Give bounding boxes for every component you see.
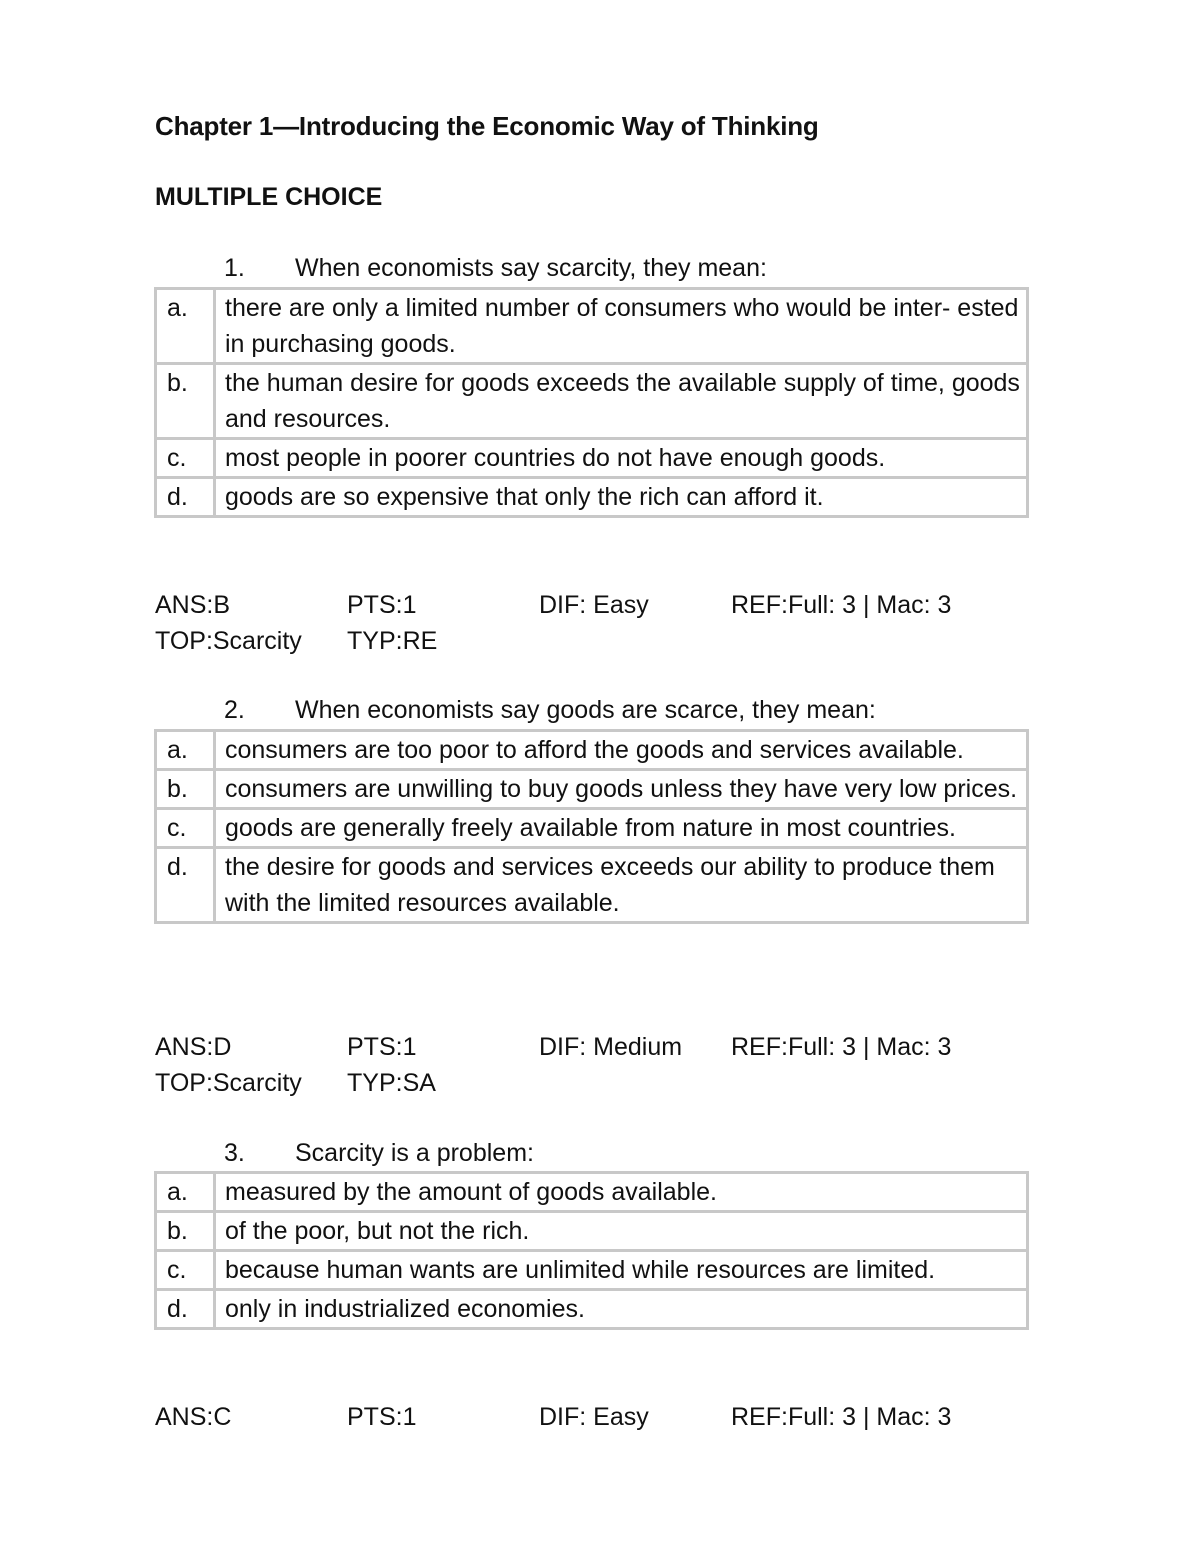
- topic: TOP:Scarcity: [155, 1069, 302, 1097]
- option-letter: d.: [156, 1290, 215, 1329]
- difficulty: DIF: Easy: [539, 1403, 649, 1431]
- question-2-options: [154, 729, 1029, 924]
- option-text: of the poor, but not the rich.: [215, 1212, 1028, 1251]
- option-text: there are only a limited number of consumers who would be inter- ested in purchasing goods.: [215, 289, 1028, 364]
- option-row: [156, 289, 1028, 364]
- answer-key: ANS:D: [155, 1033, 232, 1061]
- option-row: [156, 731, 1028, 770]
- points: PTS:1: [347, 591, 417, 619]
- option-row: [156, 364, 1028, 439]
- option-letter: b.: [156, 364, 215, 439]
- chapter-title: Chapter 1—Introducing the Economic Way of Thinking: [155, 111, 819, 141]
- option-row: [156, 478, 1028, 517]
- reference: REF:Full: 3 | Mac: 3: [731, 1033, 952, 1061]
- option-text: the desire for goods and services exceeds our ability to produce them with the limited resources available.: [215, 848, 1028, 923]
- option-text: consumers are too poor to afford the goods and services available.: [215, 731, 1028, 770]
- question-1-options: [154, 287, 1029, 518]
- question-3-stem-line: [224, 1139, 534, 1168]
- option-letter: b.: [156, 1212, 215, 1251]
- option-letter: c.: [156, 809, 215, 848]
- answer-key: ANS:C: [155, 1403, 232, 1431]
- difficulty: DIF: Easy: [539, 591, 649, 619]
- question-3-options: [154, 1171, 1029, 1330]
- section-heading: MULTIPLE CHOICE: [155, 183, 383, 211]
- question-3-number: 3.: [224, 1139, 245, 1167]
- points: PTS:1: [347, 1033, 417, 1061]
- option-text: goods are generally freely available from nature in most countries.: [215, 809, 1028, 848]
- option-row: [156, 1173, 1028, 1212]
- option-text: the human desire for goods exceeds the available supply of time, goods and resources.: [215, 364, 1028, 439]
- option-row: [156, 809, 1028, 848]
- option-letter: c.: [156, 439, 215, 478]
- question-3-answer-meta: [155, 1399, 1055, 1435]
- reference: REF:Full: 3 | Mac: 3: [731, 591, 952, 619]
- answer-key: ANS:B: [155, 591, 231, 619]
- question-1-number: 1.: [224, 254, 245, 282]
- reference: REF:Full: 3 | Mac: 3: [731, 1403, 952, 1431]
- option-letter: d.: [156, 478, 215, 517]
- option-text: goods are so expensive that only the rich can afford it.: [215, 478, 1028, 517]
- question-1-stem: When economists say scarcity, they mean:: [295, 254, 767, 282]
- option-text: most people in poorer countries do not have enough goods.: [215, 439, 1028, 478]
- topic: TOP:Scarcity: [155, 627, 302, 655]
- option-row: [156, 848, 1028, 923]
- option-text: only in industrialized economies.: [215, 1290, 1028, 1329]
- difficulty: DIF: Medium: [539, 1033, 683, 1061]
- option-letter: b.: [156, 770, 215, 809]
- option-letter: c.: [156, 1251, 215, 1290]
- question-3-stem: Scarcity is a problem:: [295, 1139, 534, 1167]
- option-letter: d.: [156, 848, 215, 923]
- question-1-stem-line: [224, 254, 767, 283]
- question-type: TYP:SA: [347, 1069, 436, 1097]
- question-type: TYP:RE: [347, 627, 438, 655]
- option-row: [156, 770, 1028, 809]
- option-row: [156, 1251, 1028, 1290]
- option-letter: a.: [156, 289, 215, 364]
- question-2-answer-meta: [155, 1029, 1055, 1101]
- option-text: consumers are unwilling to buy goods unless they have very low prices.: [215, 770, 1028, 809]
- option-row: [156, 1290, 1028, 1329]
- option-text: because human wants are unlimited while resources are limited.: [215, 1251, 1028, 1290]
- question-2-number: 2.: [224, 696, 245, 724]
- question-2-stem-line: [224, 696, 876, 725]
- option-letter: a.: [156, 1173, 215, 1212]
- option-letter: a.: [156, 731, 215, 770]
- question-1-answer-meta: [155, 587, 1055, 659]
- option-row: [156, 1212, 1028, 1251]
- option-text: measured by the amount of goods available.: [215, 1173, 1028, 1212]
- points: PTS:1: [347, 1403, 417, 1431]
- option-row: [156, 439, 1028, 478]
- question-2-stem: When economists say goods are scarce, they mean:: [295, 696, 876, 724]
